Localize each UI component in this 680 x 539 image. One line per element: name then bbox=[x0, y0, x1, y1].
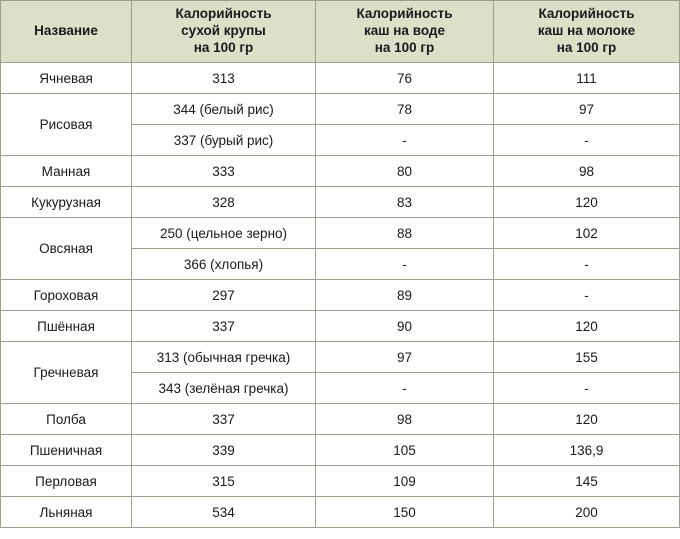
cell-dry-groats: 313 bbox=[132, 63, 316, 94]
table-row bbox=[1, 63, 680, 94]
cell-porridge-water: 105 bbox=[316, 435, 494, 466]
table-row bbox=[1, 342, 680, 373]
cell-dry-groats: 297 bbox=[132, 280, 316, 311]
cell-dry-groats: 343 (зелёная гречка) bbox=[132, 373, 316, 404]
cell-porridge-milk: 136,9 bbox=[494, 435, 680, 466]
cell-porridge-milk: - bbox=[494, 125, 680, 156]
cell-porridge-milk: 120 bbox=[494, 404, 680, 435]
column-header-line: на 100 гр bbox=[193, 39, 254, 55]
cell-porridge-milk: - bbox=[494, 373, 680, 404]
cell-grain-name: Полба bbox=[1, 404, 132, 435]
cell-porridge-water: 76 bbox=[316, 63, 494, 94]
cell-porridge-milk: 97 bbox=[494, 94, 680, 125]
table-row bbox=[1, 187, 680, 218]
table-row bbox=[1, 218, 680, 249]
cell-dry-groats: 313 (обычная гречка) bbox=[132, 342, 316, 373]
cell-grain-name: Льняная bbox=[1, 497, 132, 528]
cell-porridge-milk: - bbox=[494, 280, 680, 311]
table-row bbox=[1, 156, 680, 187]
column-header-dry-groats bbox=[132, 1, 316, 63]
table-row bbox=[1, 94, 680, 125]
cell-porridge-water: 78 bbox=[316, 94, 494, 125]
cell-dry-groats: 250 (цельное зерно) bbox=[132, 218, 316, 249]
table-row bbox=[1, 404, 680, 435]
cell-porridge-water: 150 bbox=[316, 497, 494, 528]
cell-porridge-milk: 155 bbox=[494, 342, 680, 373]
table-row bbox=[1, 435, 680, 466]
cell-grain-name: Кукурузная bbox=[1, 187, 132, 218]
cell-porridge-milk: 111 bbox=[494, 63, 680, 94]
table-header bbox=[1, 1, 680, 63]
cell-porridge-water: 89 bbox=[316, 280, 494, 311]
table-row bbox=[1, 311, 680, 342]
cell-grain-name: Овсяная bbox=[1, 218, 132, 280]
column-header-line: Калорийность bbox=[356, 6, 453, 22]
cell-porridge-water: 83 bbox=[316, 187, 494, 218]
cell-dry-groats: 315 bbox=[132, 466, 316, 497]
cell-porridge-water: - bbox=[316, 249, 494, 280]
cell-grain-name: Гречневая bbox=[1, 342, 132, 404]
cell-porridge-water: 88 bbox=[316, 218, 494, 249]
cell-porridge-milk: 102 bbox=[494, 218, 680, 249]
cell-grain-name: Ячневая bbox=[1, 63, 132, 94]
cell-dry-groats: 366 (хлопья) bbox=[132, 249, 316, 280]
column-header-line: каш на воде bbox=[364, 23, 445, 39]
column-header-line: Калорийность bbox=[175, 6, 272, 22]
column-header-line: на 100 гр bbox=[556, 39, 617, 55]
table-row bbox=[1, 497, 680, 528]
cell-porridge-water: 109 bbox=[316, 466, 494, 497]
cell-grain-name: Гороховая bbox=[1, 280, 132, 311]
cell-porridge-water: 98 bbox=[316, 404, 494, 435]
cell-dry-groats: 534 bbox=[132, 497, 316, 528]
column-header-line: каш на молоке bbox=[537, 23, 636, 39]
table-body bbox=[1, 63, 680, 528]
cell-grain-name: Перловая bbox=[1, 466, 132, 497]
cell-grain-name: Пшённая bbox=[1, 311, 132, 342]
cell-dry-groats: 337 bbox=[132, 311, 316, 342]
cell-porridge-water: 90 bbox=[316, 311, 494, 342]
cell-dry-groats: 337 (бурый рис) bbox=[132, 125, 316, 156]
table-row bbox=[1, 280, 680, 311]
cell-porridge-milk: 200 bbox=[494, 497, 680, 528]
column-header-line: Калорийность bbox=[538, 6, 635, 22]
cell-grain-name: Манная bbox=[1, 156, 132, 187]
column-header-porridge-water bbox=[316, 1, 494, 63]
cell-porridge-water: 97 bbox=[316, 342, 494, 373]
table-row bbox=[1, 466, 680, 497]
cell-dry-groats: 339 bbox=[132, 435, 316, 466]
cell-grain-name: Пшеничная bbox=[1, 435, 132, 466]
cell-grain-name: Рисовая bbox=[1, 94, 132, 156]
cell-porridge-milk: 120 bbox=[494, 187, 680, 218]
cell-porridge-water: - bbox=[316, 373, 494, 404]
column-header-line: Название bbox=[34, 23, 98, 39]
cell-porridge-milk: - bbox=[494, 249, 680, 280]
header-row bbox=[1, 1, 680, 63]
cell-dry-groats: 344 (белый рис) bbox=[132, 94, 316, 125]
cell-porridge-water: - bbox=[316, 125, 494, 156]
cell-porridge-water: 80 bbox=[316, 156, 494, 187]
cell-dry-groats: 328 bbox=[132, 187, 316, 218]
column-header-line: на 100 гр bbox=[374, 39, 435, 55]
column-header-name bbox=[1, 1, 132, 63]
cell-dry-groats: 337 bbox=[132, 404, 316, 435]
cell-dry-groats: 333 bbox=[132, 156, 316, 187]
cell-porridge-milk: 120 bbox=[494, 311, 680, 342]
cell-porridge-milk: 98 bbox=[494, 156, 680, 187]
column-header-line: сухой крупы bbox=[181, 23, 266, 39]
column-header-porridge-milk bbox=[494, 1, 680, 63]
cell-porridge-milk: 145 bbox=[494, 466, 680, 497]
